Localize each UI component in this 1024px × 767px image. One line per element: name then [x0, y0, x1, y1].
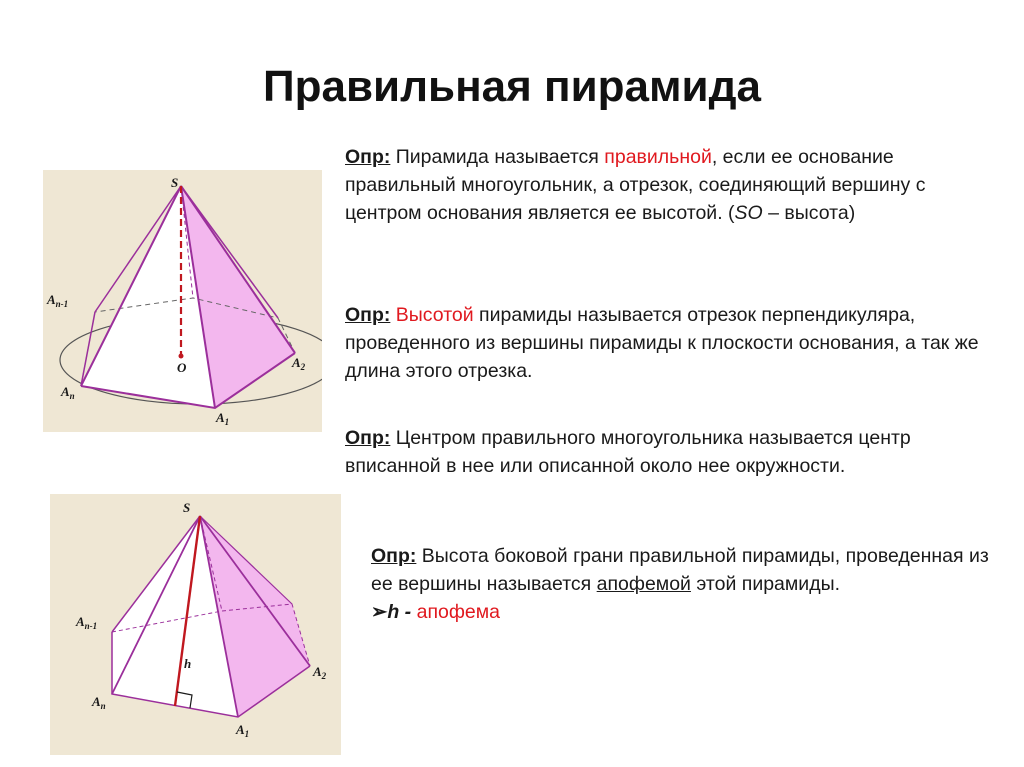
label-a-1: $A_1$	[236, 722, 250, 739]
definition-text: , если ее основание правильный многоугольник, а отрезок, соединяющий вершину с центром основания является ее высотой. (	[345, 146, 926, 224]
definition-text: Пирамида называется	[390, 146, 605, 168]
definition-height	[345, 301, 985, 385]
apothem-dash: -	[399, 601, 417, 623]
pyramid-apothem-figure	[50, 494, 341, 755]
label-a-n-1: $A_{n-1}$	[76, 614, 98, 631]
definition-text: этой пирамиды.	[690, 573, 841, 595]
bullet-arrow-icon: ➢	[371, 601, 388, 623]
pyramid-height-figure	[43, 170, 322, 432]
label-o: O	[177, 360, 187, 375]
label-a-1: $A_1$	[216, 410, 230, 427]
apothem-symbol: h	[387, 601, 400, 623]
definition-regular-pyramid	[345, 143, 985, 227]
label-h: h	[184, 656, 192, 671]
definition-text: Высота боковой грани правильной пирамиды, проведенная из ее вершины называется	[371, 545, 989, 595]
definition-label: Опр:	[345, 304, 391, 326]
definition-center	[345, 424, 985, 480]
label-a-n: $A_n$	[92, 694, 106, 711]
definition-label: Опр:	[345, 146, 391, 168]
term-highlight: Высотой	[395, 304, 474, 326]
term-highlight: правильной	[604, 146, 712, 168]
definition-label: Опр:	[345, 427, 391, 449]
definition-text: пирамиды называется отрезок перпендикуляра, проведенного из вершины пирамиды к плоскости основания, а так же длина этого отрезка.	[345, 304, 979, 382]
apothem-term: апофема	[416, 601, 500, 623]
center-point	[179, 354, 184, 359]
term-underlined: апофемой	[596, 573, 691, 595]
definition-text: – высота)	[762, 202, 856, 224]
slide-title: Правильная пирамида	[263, 62, 761, 111]
label-a-2: $A_2$	[313, 664, 327, 681]
label-s: S	[183, 500, 191, 515]
term-italic: SO	[734, 202, 763, 224]
label-s: S	[171, 175, 179, 190]
label-a-n-1: $A_{n-1}$	[47, 292, 69, 309]
label-a-2: $A_2$	[292, 355, 306, 372]
definition-apothem	[371, 542, 991, 626]
definition-text: Центром правильного многоугольника называется центр вписанной в нее или описанной около нее окружности.	[345, 427, 911, 477]
definition-label: Опр:	[371, 545, 417, 567]
label-a-n: $A_n$	[61, 384, 75, 401]
